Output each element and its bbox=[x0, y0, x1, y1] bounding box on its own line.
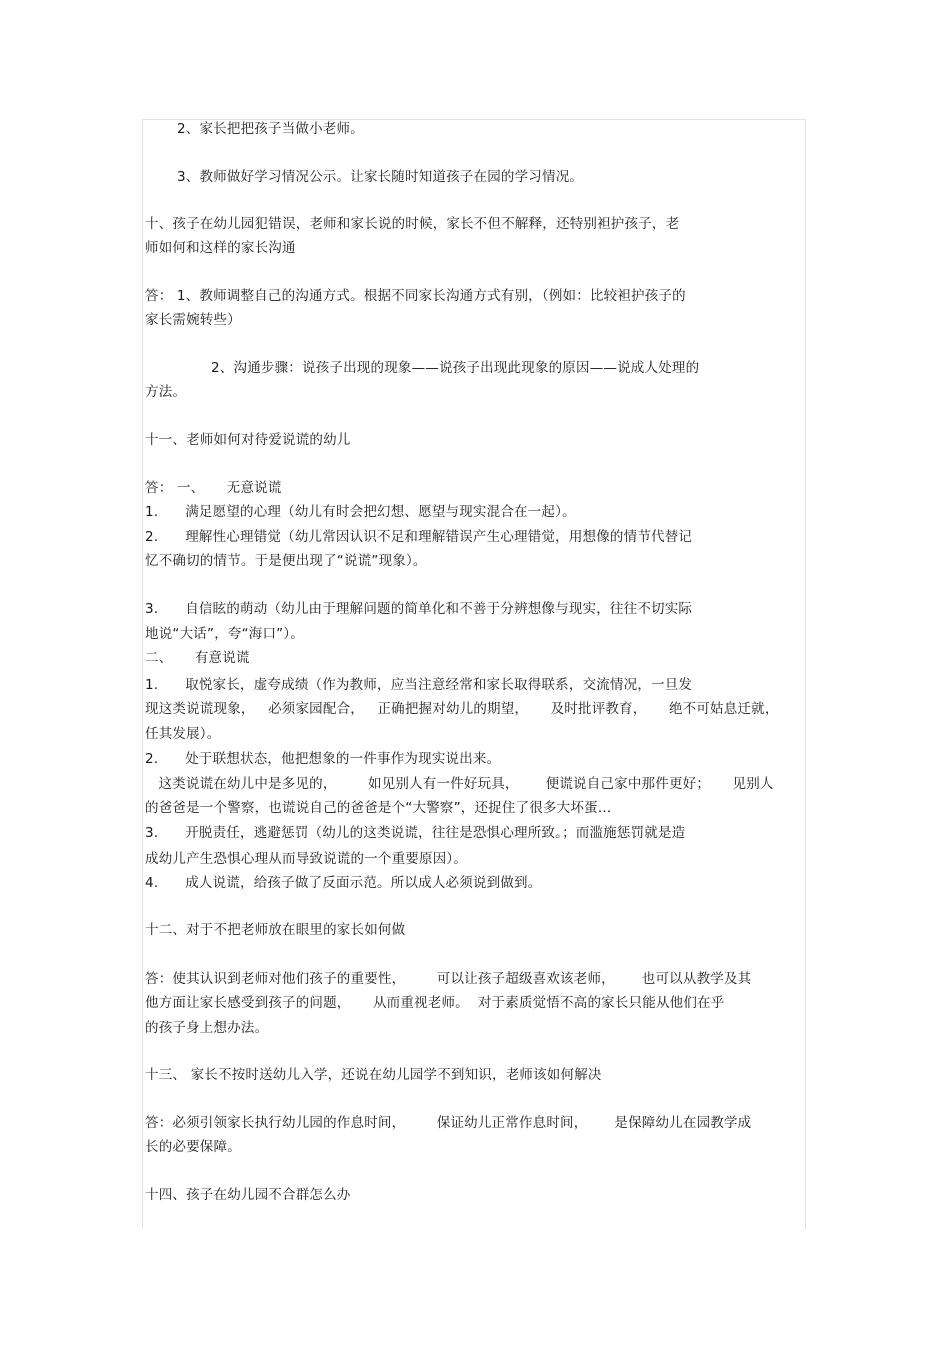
text-line: 这类说谎在幼儿中是多见的， 如见别人有一件好玩具， 便谎说自己家中那件更好； 见别人 bbox=[145, 776, 774, 792]
list-item: 1. 取悦家长，虚夸成绩（作为教师，应当注意经常和家长取得联系，交流情况，一旦发 bbox=[145, 677, 693, 693]
text-line: 忆不确切的情节。于是便出现了“说谎”现象）。 bbox=[145, 553, 427, 569]
text-line: 任其发展）。 bbox=[145, 726, 221, 742]
list-item: 3. 开脱责任，逃避惩罚（幼儿的这类说谎，往往是恐惧心理所致。；而滥施惩罚就是造 bbox=[145, 825, 686, 841]
text-line: 成幼儿产生恐惧心理从而导致说谎的一个重要原因）。 bbox=[145, 851, 468, 867]
page-frame bbox=[142, 119, 806, 1229]
text-line: 3、教师做好学习情况公示。让家长随时知道孩子在园的学习情况。 bbox=[177, 169, 584, 185]
text-line: 他方面让家长感受到孩子的问题， 从而重视老师。 对于素质觉悟不高的家长只能从他们在乎 bbox=[145, 995, 725, 1011]
section-heading: 十四、孩子在幼儿园不合群怎么办 bbox=[145, 1187, 351, 1203]
section-heading: 十三、 家长不按时送幼儿入学，还说在幼儿园学不到知识，老师该如何解决 bbox=[145, 1067, 602, 1083]
text-line: 二、 有意说谎 bbox=[145, 650, 250, 666]
section-heading: 师如何和这样的家长沟通 bbox=[145, 240, 296, 256]
text-line: 长的必要保障。 bbox=[145, 1139, 241, 1155]
text-line: 方法。 bbox=[145, 384, 187, 400]
text-line: 答： 一、 无意说谎 bbox=[145, 480, 282, 496]
text-line: 答： 1、教师调整自己的沟通方式。根据不同家长沟通方式有别，（例如：比较袒护孩子的 bbox=[145, 288, 686, 304]
text-line: 答：必须引领家长执行幼儿园的作息时间， 保证幼儿正常作息时间， 是保障幼儿在园教学成 bbox=[145, 1115, 752, 1131]
list-item: 2. 理解性心理错觉（幼儿常因认识不足和理解错误产生心理错觉，用想像的情节代替记 bbox=[145, 529, 693, 545]
text-line: 现这类说谎现象， 必须家园配合， 正确把握对幼儿的期望， 及时批评教育， 绝不可姑息迁就， bbox=[145, 701, 779, 717]
list-item: 2. 处于联想状态，他把想象的一件事作为现实说出来。 bbox=[145, 751, 501, 767]
text-line: 地说“大话”，夸“海口”）。 bbox=[145, 626, 305, 642]
text-line: 答：使其认识到老师对他们孩子的重要性， 可以让孩子超级喜欢该老师， 也可以从教学及其 bbox=[145, 971, 752, 987]
text-line: 的爸爸是一个警察，也谎说自己的爸爸是个“大警察”，还捉住了很多大坏蛋… bbox=[145, 800, 612, 816]
section-heading: 十二、对于不把老师放在眼里的家长如何做 bbox=[145, 922, 406, 938]
section-heading: 十、孩子在幼儿园犯错误，老师和家长说的时候，家长不但不解释，还特别袒护孩子，老 bbox=[145, 216, 680, 232]
section-heading: 十一、老师如何对待爱说谎的幼儿 bbox=[145, 432, 351, 448]
text-line: 2、沟通步骤：说孩子出现的现象——说孩子出现此现象的原因——说成人处理的 bbox=[211, 360, 700, 376]
text-line: 家长需婉转些） bbox=[145, 312, 241, 328]
list-item: 1. 满足愿望的心理（幼儿有时会把幻想、愿望与现实混合在一起）。 bbox=[145, 504, 576, 520]
list-item: 3. 自信眩的萌动（幼儿由于理解问题的简单化和不善于分辨想像与现实，往往不切实际 bbox=[145, 601, 693, 617]
text-line: 2、家长把把孩子当做小老师。 bbox=[177, 121, 364, 137]
list-item: 4. 成人说谎，给孩子做了反面示范。所以成人必须说到做到。 bbox=[145, 875, 542, 891]
text-line: 的孩子身上想办法。 bbox=[145, 1020, 269, 1036]
